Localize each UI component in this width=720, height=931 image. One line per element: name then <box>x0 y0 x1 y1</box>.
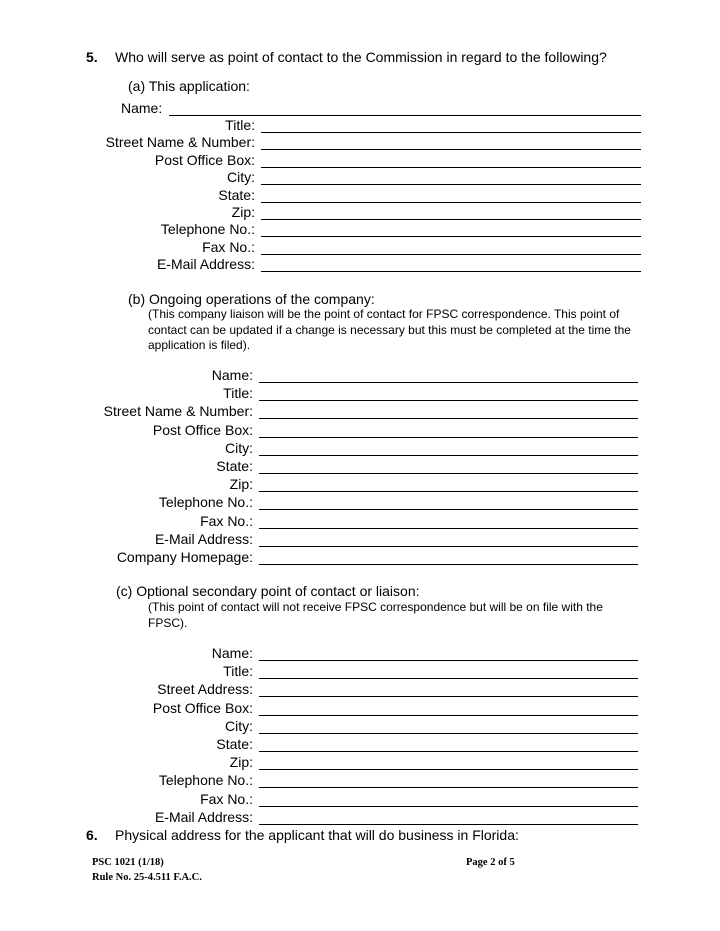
section-b-company-homepage-label: Company Homepage: <box>116 549 253 565</box>
section-b-city-label: City: <box>225 439 253 456</box>
section-c-zip-line[interactable] <box>259 769 638 770</box>
section-b-zip-label: Zip: <box>229 476 253 493</box>
section-c-telephone-no-label: Telephone No.: <box>158 772 253 789</box>
section-b-e-mail-address-line[interactable] <box>259 546 638 547</box>
section-a-fax-no-label: Fax No.: <box>202 238 255 255</box>
section-a-e-mail-address-line[interactable] <box>261 271 641 272</box>
section-c-name-label: Name: <box>211 645 253 661</box>
section-c-city-line[interactable] <box>259 733 638 734</box>
section-b-fax-no-line[interactable] <box>259 528 638 529</box>
section-b-title-line[interactable] <box>259 400 638 401</box>
section-c-fax-no-line[interactable] <box>259 806 638 807</box>
section-b-telephone-no-line[interactable] <box>259 509 638 510</box>
section-c-title-line[interactable] <box>259 678 638 679</box>
section-a-city-line[interactable] <box>261 184 641 185</box>
section-a-street-name-number-label: Street Name & Number: <box>105 134 255 151</box>
section-a-zip-line[interactable] <box>261 219 641 220</box>
section-a-heading: (a) This application: <box>128 78 250 94</box>
section-c-title-label: Title: <box>223 663 253 680</box>
section-a-street-name-number-line[interactable] <box>261 149 641 150</box>
section-a-city-label: City: <box>227 169 255 186</box>
section-b-street-name-number-line[interactable] <box>259 418 638 419</box>
section-a-title-label: Title: <box>225 117 255 133</box>
section-c-state-label: State: <box>216 736 253 752</box>
question-5-number: 5. <box>86 49 98 65</box>
section-b-name-line[interactable] <box>259 382 638 383</box>
section-a-name-label: Name: <box>121 100 163 116</box>
footer-page-number: Page 2 of 5 <box>466 857 515 868</box>
section-c-state-line[interactable] <box>259 751 638 752</box>
section-c-note: (This point of contact will not receive FPSC correspondence but will be on file with the FPSC). <box>148 600 603 630</box>
question-6-number: 6. <box>86 827 98 843</box>
section-a-zip-label: Zip: <box>231 204 255 220</box>
section-b-city-line[interactable] <box>259 455 638 456</box>
section-a-state-line[interactable] <box>261 202 641 203</box>
question-5-text: Who will serve as point of contact to the Commission in regard to the following? <box>115 49 607 65</box>
section-c-name-line[interactable] <box>259 660 638 661</box>
question-6-text: Physical address for the applicant that will do business in Florida: <box>115 827 519 843</box>
section-b-post-office-box-label: Post Office Box: <box>152 421 253 438</box>
section-c-e-mail-address-label: E-Mail Address: <box>154 808 253 825</box>
section-b-zip-line[interactable] <box>259 491 638 492</box>
section-c-zip-label: Zip: <box>229 754 253 771</box>
section-b-fax-no-label: Fax No.: <box>200 512 253 529</box>
section-b-street-name-number-label: Street Name & Number: <box>103 403 253 420</box>
section-a-post-office-box-label: Post Office Box: <box>154 151 255 168</box>
footer-form-number: PSC 1021 (1/18) <box>92 857 164 868</box>
section-c-post-office-box-line[interactable] <box>259 715 638 716</box>
section-a-post-office-box-line[interactable] <box>261 167 641 168</box>
section-c-telephone-no-line[interactable] <box>259 787 638 788</box>
section-b-title-label: Title: <box>223 385 253 402</box>
section-b-company-homepage-line[interactable] <box>259 564 638 565</box>
section-b-heading: (b) Ongoing operations of the company: <box>128 291 375 307</box>
section-c-street-address-label: Street Address: <box>157 681 253 698</box>
section-b-post-office-box-line[interactable] <box>259 437 638 438</box>
section-a-name-line[interactable] <box>169 115 641 116</box>
section-a-telephone-no-line[interactable] <box>261 236 641 237</box>
section-c-city-label: City: <box>225 717 253 734</box>
section-c-fax-no-label: Fax No.: <box>200 790 253 807</box>
section-c-street-address-line[interactable] <box>259 696 638 697</box>
section-a-telephone-no-label: Telephone No.: <box>160 221 255 238</box>
section-c-e-mail-address-line[interactable] <box>259 824 638 825</box>
section-b-state-line[interactable] <box>259 473 638 474</box>
footer-rule-number: Rule No. 25-4.511 F.A.C. <box>92 872 202 883</box>
section-b-telephone-no-label: Telephone No.: <box>158 494 253 511</box>
section-b-e-mail-address-label: E-Mail Address: <box>154 530 253 547</box>
section-a-state-label: State: <box>218 186 255 203</box>
section-a-e-mail-address-label: E-Mail Address: <box>156 256 255 273</box>
section-b-state-label: State: <box>216 458 253 474</box>
section-b-note: (This company liaison will be the point of contact for FPSC correspondence. This point of contact can be updated if a change is necessary but this must be completed at the time the application is filed). <box>148 307 631 352</box>
section-b-name-label: Name: <box>211 367 253 383</box>
section-a-title-line[interactable] <box>261 132 641 133</box>
section-a-fax-no-line[interactable] <box>261 254 641 255</box>
section-c-heading: (c) Optional secondary point of contact or liaison: <box>116 583 420 599</box>
section-c-post-office-box-label: Post Office Box: <box>152 699 253 716</box>
